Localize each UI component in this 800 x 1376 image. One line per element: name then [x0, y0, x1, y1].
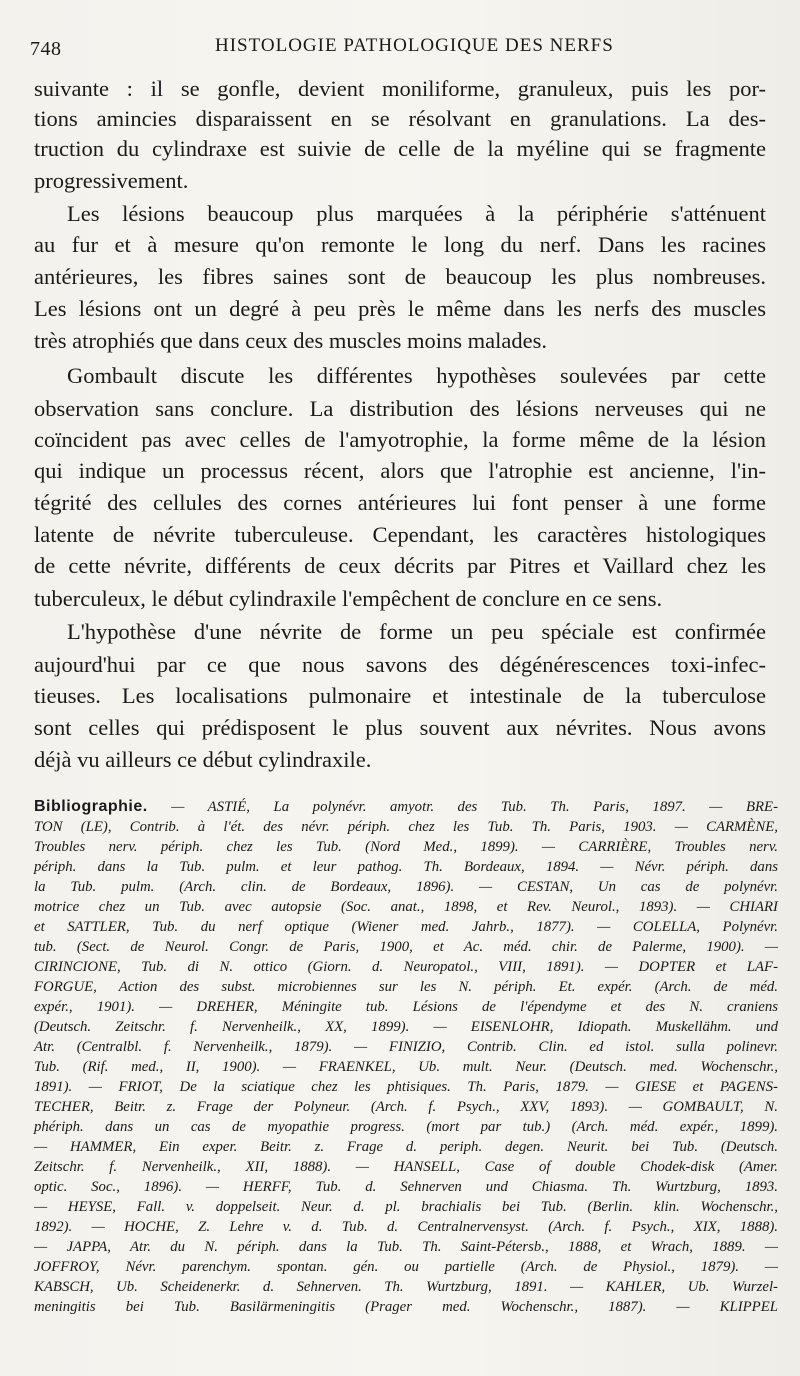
body-line: sont celles qui prédisposent le plus souvent aux névrites. Nous avons	[34, 715, 766, 740]
bibliography-line: CIRINCIONE, Tub. di N. ottico (Giorn. d. Neuropatol., VIII, 1891). — DOPTER et LAF-	[34, 959, 778, 975]
bibliography-line: la Tub. pulm. (Arch. clin. de Bordeaux, 1896). — CESTAN, Un cas de polynévr.	[34, 879, 778, 895]
bibliography-line: — JAPPA, Atr. du N. périph. dans la Tub. Th. Saint-Pétersb., 1888, et Wrach, 1889. —	[34, 1239, 778, 1255]
paragraph-first-line: Les lésions beaucoup plus marquées à la périphérie s'atténuent	[67, 201, 766, 226]
body-line: coïncident pas avec celles de l'amyotrophie, la forme même de la lésion	[34, 427, 766, 452]
bibliography-line: 1892). — HOCHE, Z. Lehre v. d. Tub. d. Centralnervensyst. (Arch. f. Psych., XIX, 1888).	[34, 1219, 778, 1235]
bibliography-line: Atr. (Centralbl. f. Nervenheilk., 1879). — FINIZIO, Contrib. Clin. ed istol. sulla polinevr.	[34, 1039, 778, 1055]
body-line: observation sans conclure. La distribution des lésions nerveuses qui ne	[34, 396, 766, 421]
bibliography-line: — HAMMER, Ein exper. Beitr. z. Frage d. periph. degen. Neurit. bei Tub. (Deutsch.	[34, 1139, 778, 1155]
bibliography-line: (Deutsch. Zeitschr. f. Nervenheilk., XX, 1899). — EISENLOHR, Idiopath. Muskellähm. und	[34, 1019, 778, 1035]
bibliography-line: Zeitschr. f. Nervenheilk., XII, 1888). — HANSELL, Case of double Chodek-disk (Amer.	[34, 1159, 778, 1175]
bibliography-line: expér., 1901). — DREHER, Méningite tub. Lésions de l'épendyme et des N. craniens	[34, 999, 778, 1015]
body-line: latente de névrite tuberculeuse. Cependant, les caractères histologiques	[34, 522, 766, 547]
bibliography-line: Tub. (Rif. med., II, 1900). — FRAENKEL, Ub. mult. Neur. (Deutsch. med. Wochenschr.,	[34, 1059, 778, 1075]
body-line: tuberculeux, le début cylindraxile l'empêchent de conclure en ce sens.	[34, 586, 663, 611]
body-line: truction du cylindraxe est suivie de celle de la myéline qui se fragmente	[34, 136, 766, 161]
bibliography-line: — HEYSE, Fall. v. doppelseit. Neur. d. pl. brachialis bei Tub. (Berlin. klin. Wochenschr.,	[34, 1199, 778, 1215]
body-line: tions amincies disparaissent en se résolvant en granulations. La des-	[34, 106, 766, 131]
bibliography-line: TON (LE), Contrib. à l'ét. des névr. périph. chez les Tub. Th. Paris, 1903. — CARMÈNE,	[34, 819, 778, 835]
bibliography-line: KABSCH, Ub. Scheidenerkr. d. Sehnerven. Th. Wurtzburg, 1891. — KAHLER, Ub. Wurzel-	[34, 1279, 778, 1295]
bibliography-line	[34, 797, 778, 817]
body-line: au fur et à mesure qu'on remonte le long du nerf. Dans les racines	[34, 232, 766, 257]
paragraph-first-line: L'hypothèse d'une névrite de forme un peu spéciale est confirmée	[67, 619, 766, 644]
bibliography-line: périph. dans la Tub. pulm. et leur pathog. Th. Bordeaux, 1894. — Névr. périph. dans	[34, 859, 778, 875]
paragraph-first-line: Gombault discute les différentes hypothèses soulevées par cette	[67, 363, 766, 388]
bibliography-line: 1891). — FRIOT, De la sciatique chez les phtisiques. Th. Paris, 1879. — GIESE et PAGENS-	[34, 1079, 778, 1095]
body-line: suivante : il se gonfle, devient moniliforme, granuleux, puis les por-	[34, 76, 766, 101]
body-line: tieuses. Les localisations pulmonaire et intestinale de la tuberculose	[34, 683, 766, 708]
bibliography-line: Troubles nerv. périph. chez les Tub. (Nord Med., 1899). — CARRIÈRE, Troubles nerv.	[34, 839, 778, 855]
bibliography-heading: Bibliographie.	[34, 798, 148, 815]
bibliography-line: TECHER, Beitr. z. Frage der Polyneur. (Arch. f. Psych., XXV, 1893). — GOMBAULT, N.	[34, 1099, 778, 1115]
bibliography-line: optic. Soc., 1896). — HERFF, Tub. d. Sehnerven und Chiasma. Th. Wurtzburg, 1893.	[34, 1179, 778, 1195]
running-title: HISTOLOGIE PATHOLOGIQUE DES NERFS	[215, 35, 614, 56]
body-line: déjà vu ailleurs ce début cylindraxile.	[34, 747, 372, 772]
bibliography-line: phériph. dans un cas de myopathie progress. (mort par tub.) (Arch. méd. expér., 1899).	[34, 1119, 778, 1135]
page-number: 748	[30, 38, 62, 60]
bibliography-line-text: — ASTIÉ, La polynévr. amyotr. des Tub. Th. Paris, 1897. — BRE-	[147, 799, 778, 815]
body-line: aujourd'hui par ce que nous savons des dégénérescences toxi-infec-	[34, 652, 766, 677]
running-head	[30, 30, 770, 60]
body-line: tégrité des cellules des cornes antérieures lui font penser à une forme	[34, 490, 766, 515]
bibliography-line: JOFFROY, Névr. parenchym. spontan. gén. ou partielle (Arch. de Physiol., 1879). —	[34, 1259, 778, 1275]
bibliography-line: tub. (Sect. de Neurol. Congr. de Paris, 1900, et Ac. méd. chir. de Palerme, 1900). —	[34, 939, 778, 955]
body-line: très atrophiés que dans ceux des muscles moins malades.	[34, 328, 547, 353]
body-line: de cette névrite, différents de ceux décrits par Pitres et Vaillard chez les	[34, 553, 766, 578]
bibliography-line: FORGUE, Action des subst. microbiennes sur les N. périph. Et. expér. (Arch. de méd.	[34, 979, 778, 995]
body-line: antérieures, les fibres saines sont de beaucoup les plus nombreuses.	[34, 264, 766, 289]
body-line: progressivement.	[34, 168, 189, 193]
bibliography-line: meningitis bei Tub. Basilärmeningitis (Prager med. Wochenschr., 1887). — KLIPPEL	[34, 1299, 778, 1315]
body-line: qui indique un processus récent, alors que l'atrophie est ancienne, l'in-	[34, 458, 766, 483]
bibliography-line: motrice chez un Tub. avec autopsie (Soc. anat., 1898, et Rev. Neurol., 1893). — CHIARI	[34, 899, 778, 915]
bibliography-line: et SATTLER, Tub. du nerf optique (Wiener med. Jahrb., 1877). — COLELLA, Polynévr.	[34, 919, 778, 935]
body-line: Les lésions ont un degré à peu près le même dans les nerfs des muscles	[34, 296, 766, 321]
